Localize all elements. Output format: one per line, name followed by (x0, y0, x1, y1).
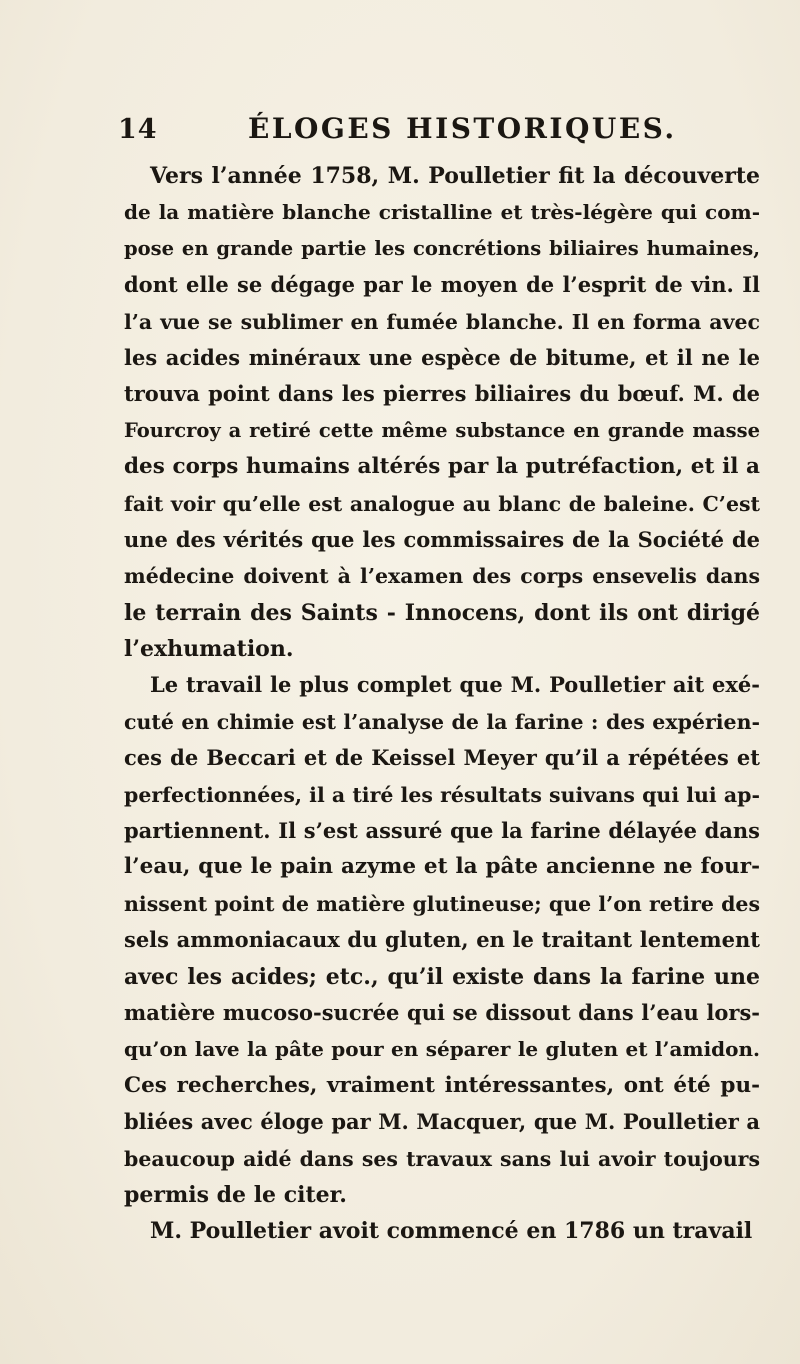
text-line: M. Poulletier avoit commencé en 1786 un travail (150, 1218, 753, 1245)
text-line: fait voir qu’elle est analogue au blanc de baleine. C’est (124, 491, 760, 516)
body-text (124, 158, 760, 1250)
text-line: Fourcroy a retiré cette même substance en grande masse (124, 418, 760, 442)
text-line: l’eau, que le pain azyme et la pâte ancienne ne four- (124, 854, 760, 880)
text-line: l’exhumation. (124, 636, 294, 663)
text-line: les acides minéraux une espèce de bitume, et il ne le (124, 344, 760, 370)
text-line: Le travail le plus complet que M. Poulletier ait exé- (150, 672, 760, 698)
text-line: qu’on lave la pâte pour en séparer le gluten et l’amidon. (124, 1037, 760, 1062)
text-line: avec les acides; etc., qu’il existe dans la farine une (124, 963, 760, 990)
text-line: bliées avec éloge par M. Macquer, que M. Poulletier a (124, 1109, 760, 1135)
text-line: Vers l’année 1758, M. Poulletier fit la découverte (150, 163, 760, 189)
text-line: sels ammoniacaux du gluten, en le traitant lentement (124, 927, 760, 953)
text-line: des corps humains altérés par la putréfaction, et il a (124, 454, 760, 480)
text-line: perfectionnées, il a tiré les résultats suivans qui lui ap- (124, 782, 760, 807)
text-line: ces de Beccari et de Keissel Meyer qu’il a répétées et (124, 745, 760, 771)
text-line: permis de le citer. (124, 1181, 347, 1208)
text-line: partiennent. Il s’est assuré que la farine délayée dans (124, 818, 760, 844)
text-line: médecine doivent à l’examen des corps ensevelis dans (124, 564, 760, 589)
text-line: une des vérités que les commissaires de la Société de (124, 526, 760, 552)
text-line: nissent point de matière glutineuse; que l’on retire des (124, 891, 760, 916)
page-header (118, 112, 758, 156)
text-line: beaucoup aidé dans ses travaux sans lui avoir toujours (124, 1146, 760, 1171)
text-line: matière mucoso-sucrée qui se dissout dans l’eau lors- (124, 999, 760, 1025)
text-line: dont elle se dégage par le moyen de l’esprit de vin. Il (124, 272, 760, 298)
running-head: ÉLOGES HISTORIQUES. (248, 112, 677, 145)
text-line: l’a vue se sublimer en fumée blanche. Il en forma avec (124, 309, 760, 334)
text-line: cuté en chimie est l’analyse de la farine : des expérien- (124, 709, 760, 734)
text-line: Ces recherches, vraiment intéressantes, ont été pu- (124, 1072, 760, 1098)
page-number: 14 (118, 114, 158, 145)
text-line: de la matière blanche cristalline et très-légère qui com- (124, 200, 760, 225)
text-line: pose en grande partie les concrétions biliaires humaines, (124, 236, 760, 260)
text-line: le terrain des Saints - Innocens, dont ils ont dirigé (124, 599, 760, 626)
text-line: trouva point dans les pierres biliaires du bœuf. M. de (124, 381, 760, 407)
